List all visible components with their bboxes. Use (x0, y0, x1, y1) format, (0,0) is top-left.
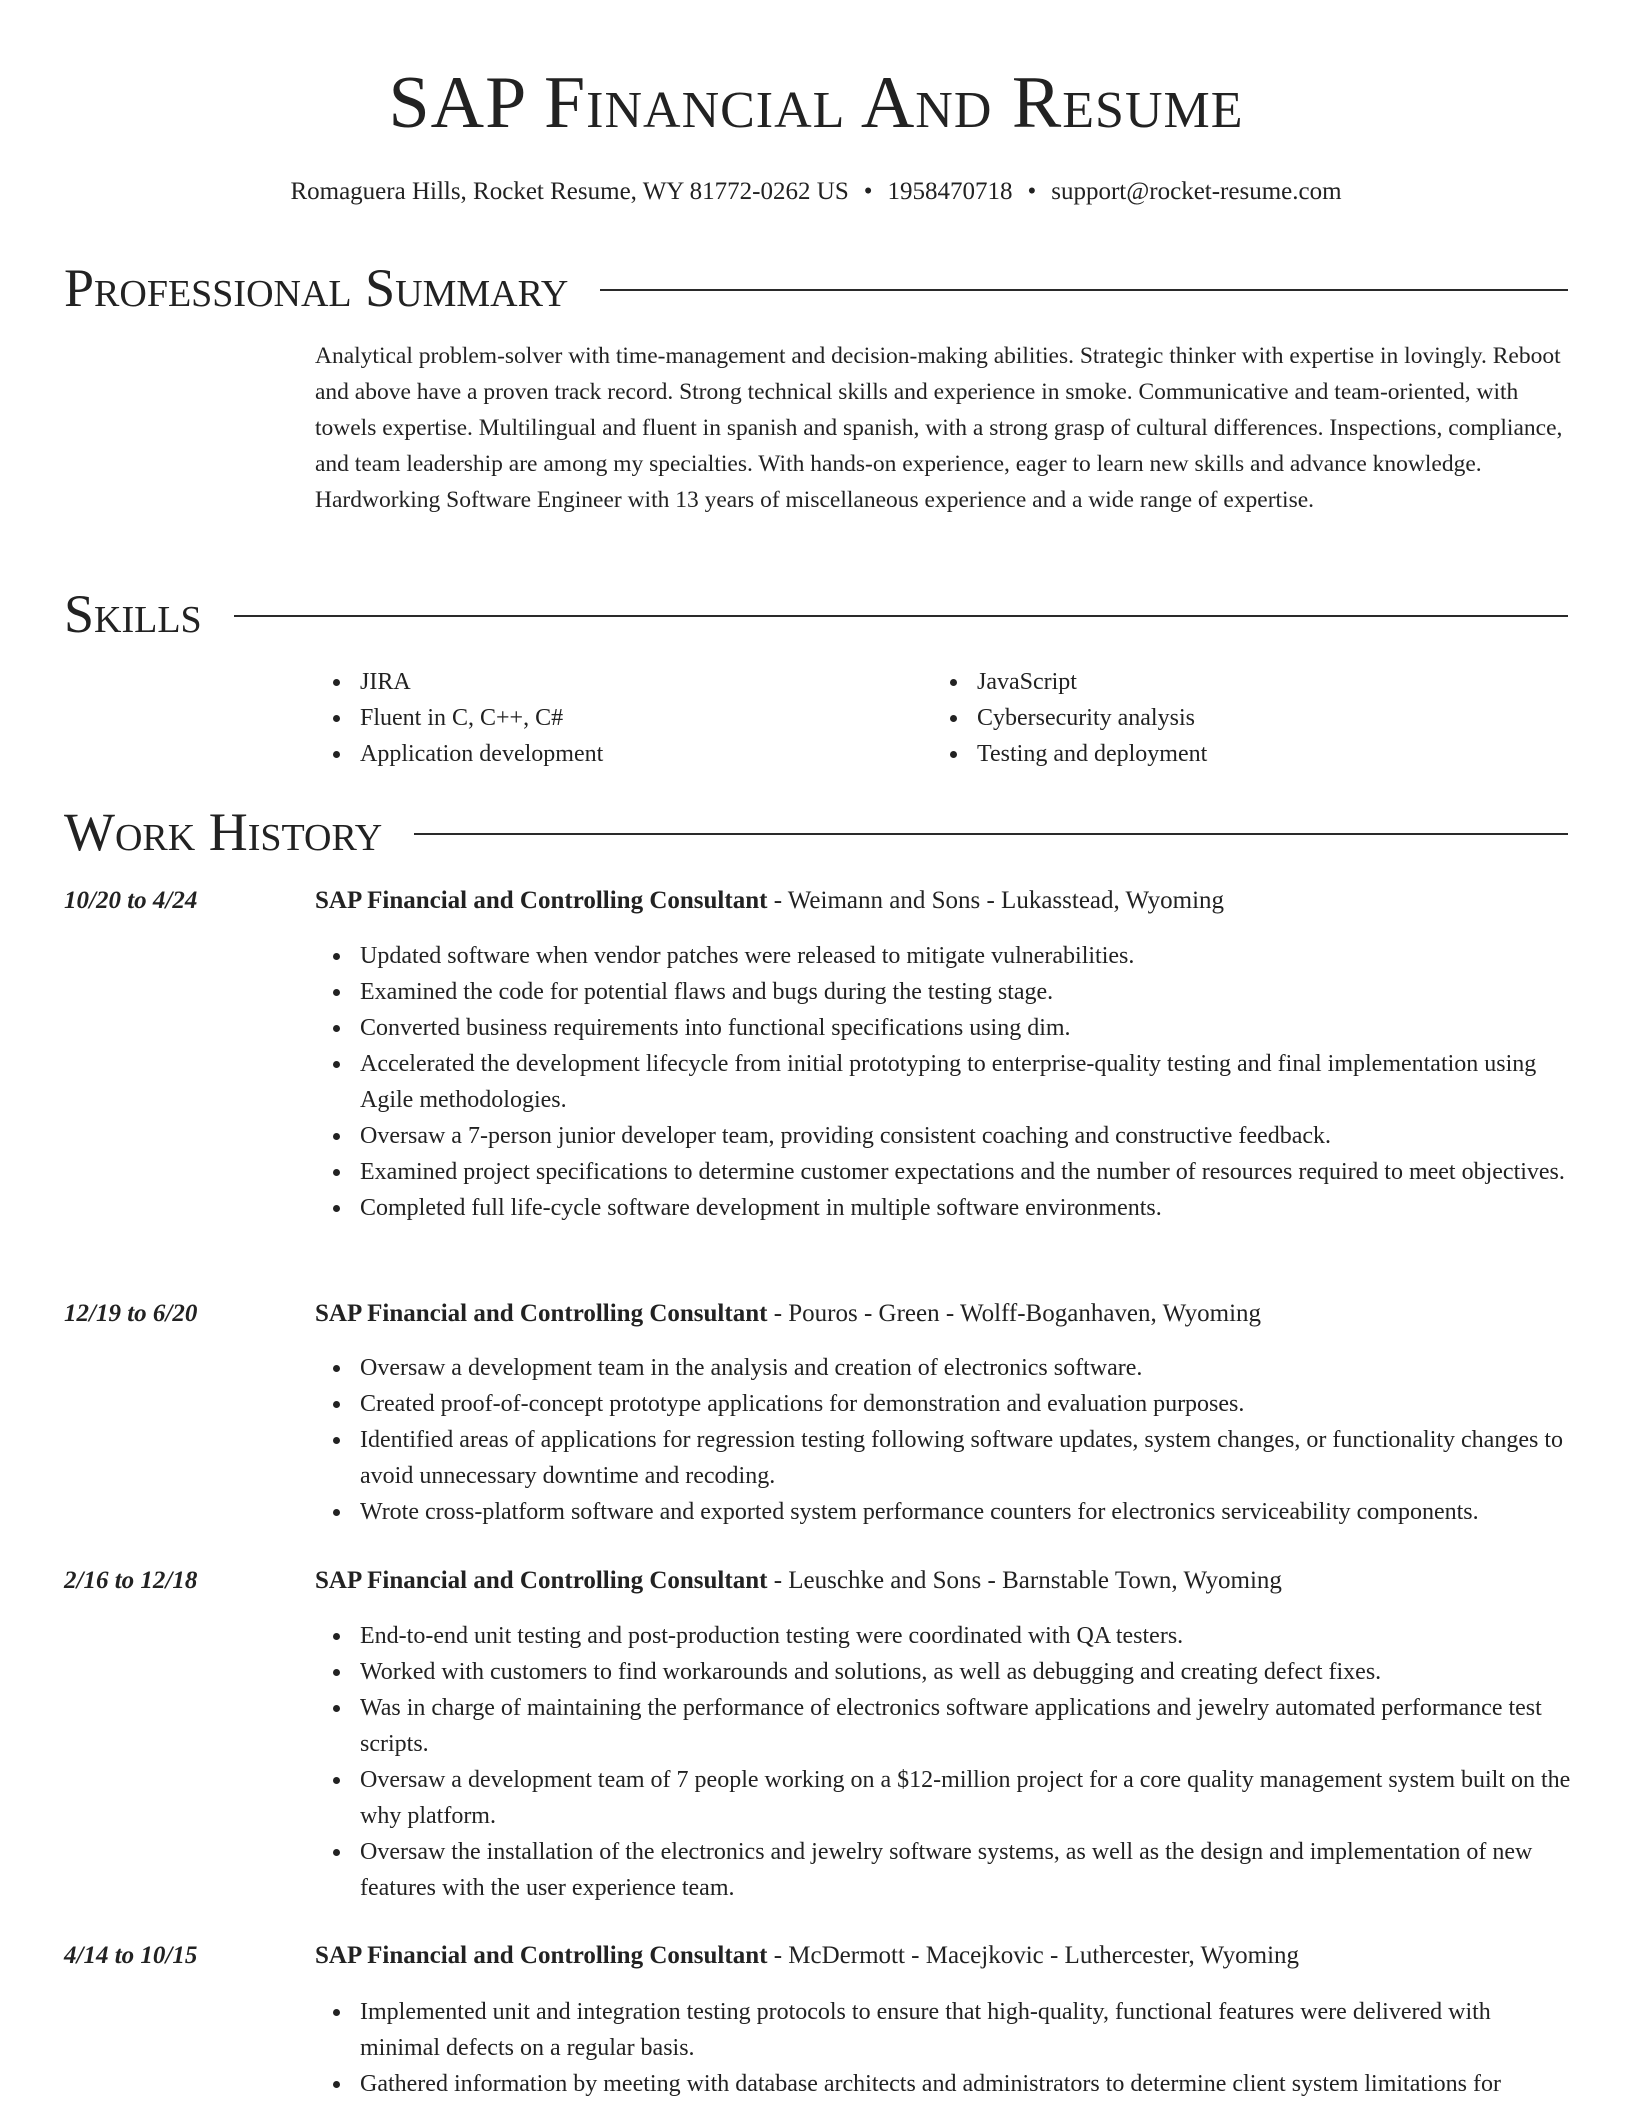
skills-list-left (315, 664, 875, 772)
job-title-line (315, 885, 1575, 917)
section-divider (234, 615, 1568, 617)
duty-item: Oversaw a development team in the analysis and creation of electronics software. (315, 1350, 1575, 1386)
duty-item: Gathered information by meeting with database architects and administrators to determine client system limitations for (315, 2066, 1575, 2102)
work-section-title: Work History (64, 802, 383, 862)
summary-text: Analytical problem-solver with time-management and decision-making abilities. Strategic thinker with expertise in lovingly. Reboot and above have a proven track record. Strong technical skills and experience in smoke. Communicative and team-oriented, with towels expertise. Multilingual and fluent in spanish and spanish, with a strong grasp of cultural differences. Inspections, compliance, and team leadership are among my specialties. With hands-on experience, eager to learn new skills and advance knowledge. Hardworking Software Engineer with 13 years of miscellaneous experience and a wide range of expertise. (315, 343, 1563, 513)
job-company: - Pouros - Green - Wolff-Boganhaven, Wyoming (767, 1300, 1262, 1327)
duty-item: Oversaw a development team of 7 people working on a $12-million project for a core quality management system built on the why platform. (315, 1762, 1575, 1834)
job-title-line (315, 1298, 1575, 1330)
duty-item: Examined project specifications to determine customer expectations and the number of resources required to meet objectives. (315, 1154, 1575, 1190)
duty-item: Completed full life-cycle software development in multiple software environments. (315, 1190, 1575, 1226)
skills-section-title: Skills (64, 584, 202, 644)
duty-item: Accelerated the development lifecycle from initial prototyping to enterprise-quality testing and final implementation using Agile methodologies. (315, 1046, 1575, 1118)
contact-address: Romaguera Hills, Rocket Resume, WY 81772-0262 US (290, 178, 849, 205)
job-role: SAP Financial and Controlling Consultant (315, 1567, 768, 1594)
skill-item: Cybersecurity analysis (932, 700, 1492, 736)
job-role: SAP Financial and Controlling Consultant (315, 1942, 768, 1969)
job-role: SAP Financial and Controlling Consultant (315, 887, 768, 914)
duty-item: Implemented unit and integration testing protocols to ensure that high-quality, functional features were delivered with minimal defects on a regular basis. (315, 1994, 1575, 2066)
contact-info (0, 176, 1632, 208)
duty-item: Examined the code for potential flaws and bugs during the testing stage. (315, 974, 1575, 1010)
job-duties (315, 938, 1575, 1226)
job-dates: 12/19 to 6/20 (64, 1300, 198, 1327)
job-company: - Leuschke and Sons - Barnstable Town, Wyoming (767, 1567, 1282, 1594)
candidate-name: SAP Financial And Resume (388, 62, 1244, 144)
summary-section-title: Professional Summary (64, 258, 569, 318)
skill-item: JIRA (315, 664, 875, 700)
duty-item: Worked with customers to find workarounds and solutions, as well as debugging and creating defect fixes. (315, 1654, 1575, 1690)
section-divider (414, 833, 1568, 835)
contact-email: support@rocket-resume.com (1051, 178, 1342, 205)
job-dates: 10/20 to 4/24 (64, 887, 198, 914)
job-dates: 2/16 to 12/18 (64, 1567, 198, 1594)
job-title-line (315, 1940, 1575, 1972)
skills-section-header (64, 584, 1568, 644)
job-duties (315, 1994, 1575, 2102)
skill-item: JavaScript (932, 664, 1492, 700)
job-company: - Weimann and Sons - Lukasstead, Wyoming (767, 887, 1225, 914)
duty-item: Wrote cross-platform software and exported system performance counters for electronics serviceability components. (315, 1494, 1575, 1530)
duty-item: Identified areas of applications for regression testing following software updates, system changes, or functionality changes to avoid unnecessary downtime and recoding. (315, 1422, 1575, 1494)
duty-item: Converted business requirements into functional specifications using dim. (315, 1010, 1575, 1046)
duty-item: Oversaw a 7-person junior developer team, providing consistent coaching and constructive feedback. (315, 1118, 1575, 1154)
duty-item: Oversaw the installation of the electronics and jewelry software systems, as well as the design and implementation of new features with the user experience team. (315, 1834, 1575, 1906)
summary-section-header (64, 258, 1568, 318)
contact-separator: • (1027, 178, 1037, 205)
contact-separator: • (863, 178, 873, 205)
section-divider (600, 289, 1568, 291)
contact-phone: 1958470718 (887, 178, 1013, 205)
job-duties (315, 1350, 1575, 1530)
duty-item: Created proof-of-concept prototype applications for demonstration and evaluation purposes. (315, 1386, 1575, 1422)
job-dates: 4/14 to 10/15 (64, 1942, 198, 1969)
duty-item: Was in charge of maintaining the performance of electronics software applications and jewelry automated performance test scripts. (315, 1690, 1575, 1762)
skills-list-right (932, 664, 1492, 772)
skill-item: Fluent in C, C++, C# (315, 700, 875, 736)
duty-item: Updated software when vendor patches were released to mitigate vulnerabilities. (315, 938, 1575, 974)
work-section-header (64, 802, 1568, 862)
job-company: - McDermott - Macejkovic - Luthercester, Wyoming (767, 1942, 1300, 1969)
job-role: SAP Financial and Controlling Consultant (315, 1300, 768, 1327)
skill-item: Testing and deployment (932, 736, 1492, 772)
job-duties (315, 1618, 1575, 1906)
skill-item: Application development (315, 736, 875, 772)
duty-item: End-to-end unit testing and post-production testing were coordinated with QA testers. (315, 1618, 1575, 1654)
job-title-line (315, 1565, 1575, 1597)
